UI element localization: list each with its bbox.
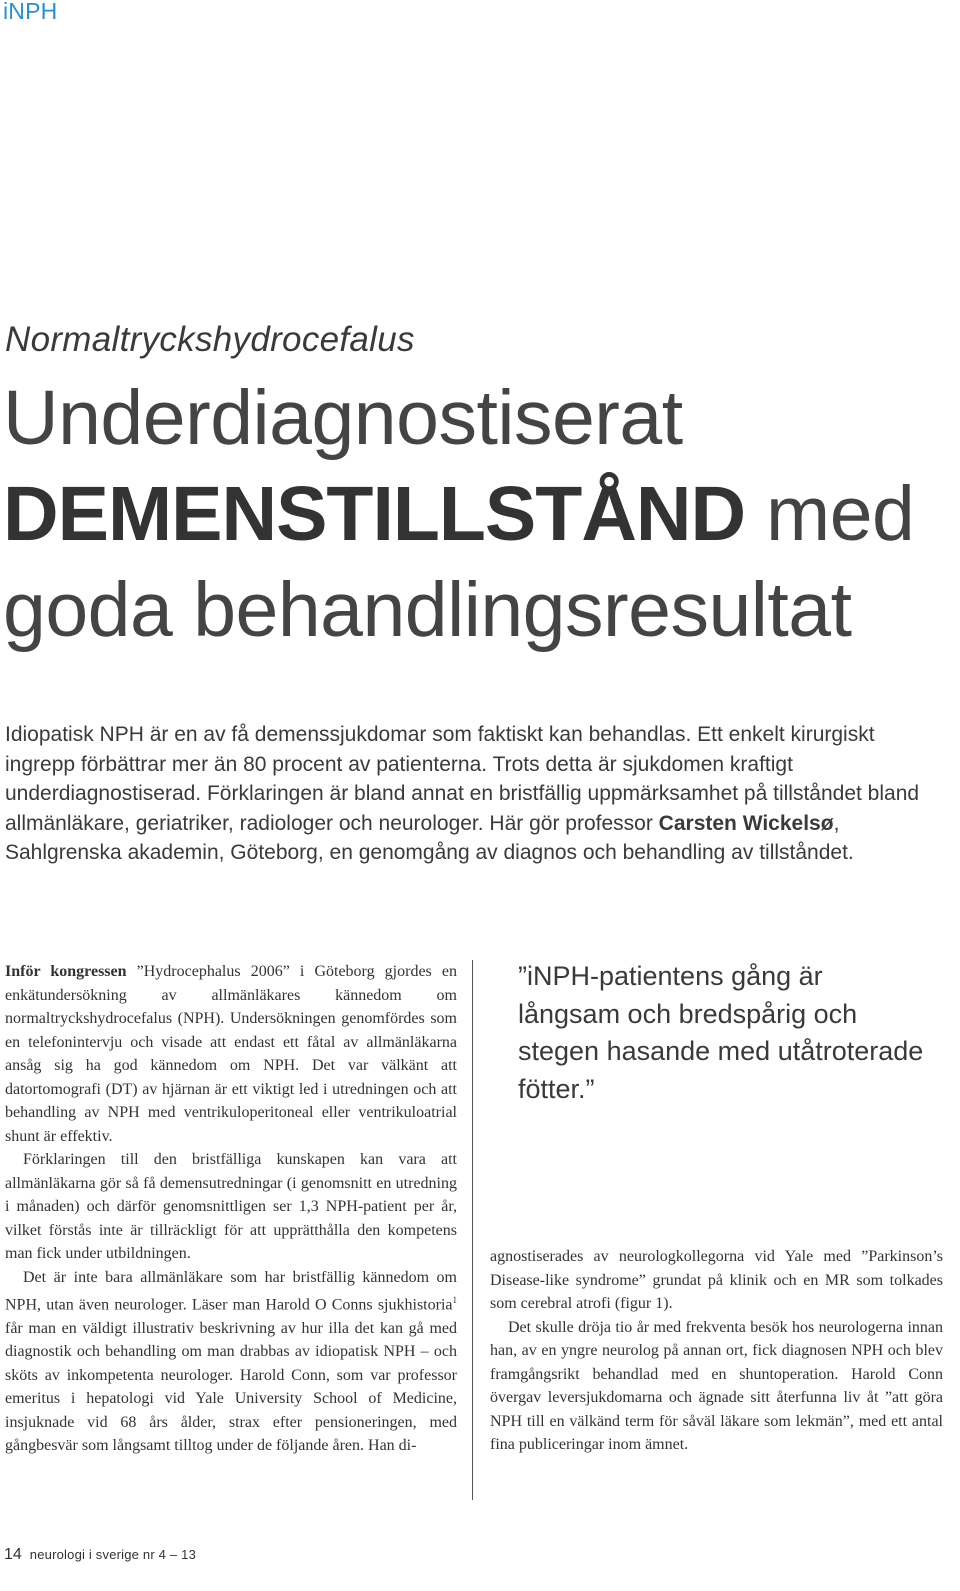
paragraph-text: får man en väldigt illustrativ beskrivning av hur illa det kan gå med diagnostik och behandling om man drabbas av idiopatisk NPH – och sköts av inkompetenta neurologer. Harold Conn, som var professor emeritus i hepatologi vid Yale University School of Medicine, insjuknade vid 68 års ålder, strax efter pensioneringen, med gångbesvär som långsamt tilltog under de följande åren. Han di-	[5, 1319, 457, 1455]
page-footer	[4, 1546, 196, 1564]
lead-text-end: , Sahlgrenska akademin, Göteborg, en genomgång av diagnos och behandling av tillståndet.	[5, 811, 854, 864]
section-tag: iNPH	[3, 0, 58, 24]
run-in-heading: Inför kongressen	[5, 963, 127, 980]
article-headline	[3, 370, 958, 658]
magazine-issue: neurologi i sverige nr 4 – 13	[29, 1547, 197, 1562]
article-kicker: Normaltryckshydrocefalus	[5, 320, 415, 359]
page-number: 14	[4, 1546, 22, 1563]
body-paragraph	[5, 1266, 457, 1458]
reference-marker: 1	[452, 1295, 457, 1305]
headline-line-2	[3, 466, 958, 562]
author-name: Carsten Wickelsø	[658, 811, 834, 835]
lead-text-start: Idiopatisk NPH är en av få demenssjukdomar som faktiskt kan behandlas. Ett enkelt kirurgiskt ingrepp förbättrar mer än 80 procent av patienterna. Trots detta är sjukdomen kraftigt underdiagnostiserad. Förklaringen är bland annat en bristfällig uppmärksamhet på tillståndet bland allmänläkare, geriatriker, radiologer och neurologer. Här gör professor	[5, 723, 920, 835]
body-paragraph: agnostiserades av neurologkollegorna vid Yale med ”Parkinson’s Disease-like syndrome” grundat på klinik och en MR som tolkades som cerebral atrofi (figur 1).	[490, 1248, 943, 1312]
paragraph-text: ”Hydrocephalus 2006” i Göteborg gjordes en enkätundersökning av allmänläkares kännedom om normaltryckshydrocefalus (NPH). Undersökningen genomfördes som en telefonintervju och visade att endast ett fåtal av allmänläkarna ansåg sig ha god kännedom om NPH. Det var välkänt att datortomografi (DT) av hjärnan är ett viktigt led i utredningen och att behandling av NPH med ventrikuloperitoneal eller ventrikuloatrial shunt är effektiv.	[5, 963, 457, 1145]
headline-line-3: goda behandlingsresultat	[3, 567, 852, 653]
column-divider	[472, 960, 473, 1500]
body-paragraph: Det skulle dröja tio år med frekventa besök hos neurologerna innan han, av en yngre neurolog på annan ort, fick diagnosen NPH och blev framgångsrikt behandlad med en shuntoperation. Harold Conn övergav leversjukdomarna och ägnade sitt återfunna liv åt ”att göra NPH till en välkänd term för såväl läkare som lekmän”, med ett antal fina publiceringar inom ämnet.	[490, 1318, 943, 1453]
paragraph-text: Det är inte bara allmänläkare som har bristfällig kännedom om NPH, utan även neurologer. Läser man Harold O Conns sjukhistoria	[5, 1268, 457, 1314]
headline-line-1: Underdiagnostiserat	[3, 375, 683, 461]
article-lead	[5, 720, 945, 868]
pull-quote: ”iNPH-patientens gång är långsam och bredspårig och stegen hasande med utåtroterade fötter.”	[518, 961, 924, 1104]
headline-emphasis: DEMENSTILLSTÅND	[3, 471, 746, 557]
body-column-1	[5, 960, 457, 1458]
body-column-2	[490, 1245, 943, 1457]
body-paragraph: Förklaringen till den bristfälliga kunskapen kan vara att allmänläkarna gör så få demensutredningar (i genomsnitt en utredning i månaden) och därför genomsnittligen ser 1,3 NPH-patient per år, vilket förstås inte är tillräckligt för att upprätthålla den kompetens man fick under utbildningen.	[5, 1151, 457, 1262]
body-paragraph	[5, 960, 457, 1148]
headline-line-2-rest: med	[745, 471, 915, 557]
